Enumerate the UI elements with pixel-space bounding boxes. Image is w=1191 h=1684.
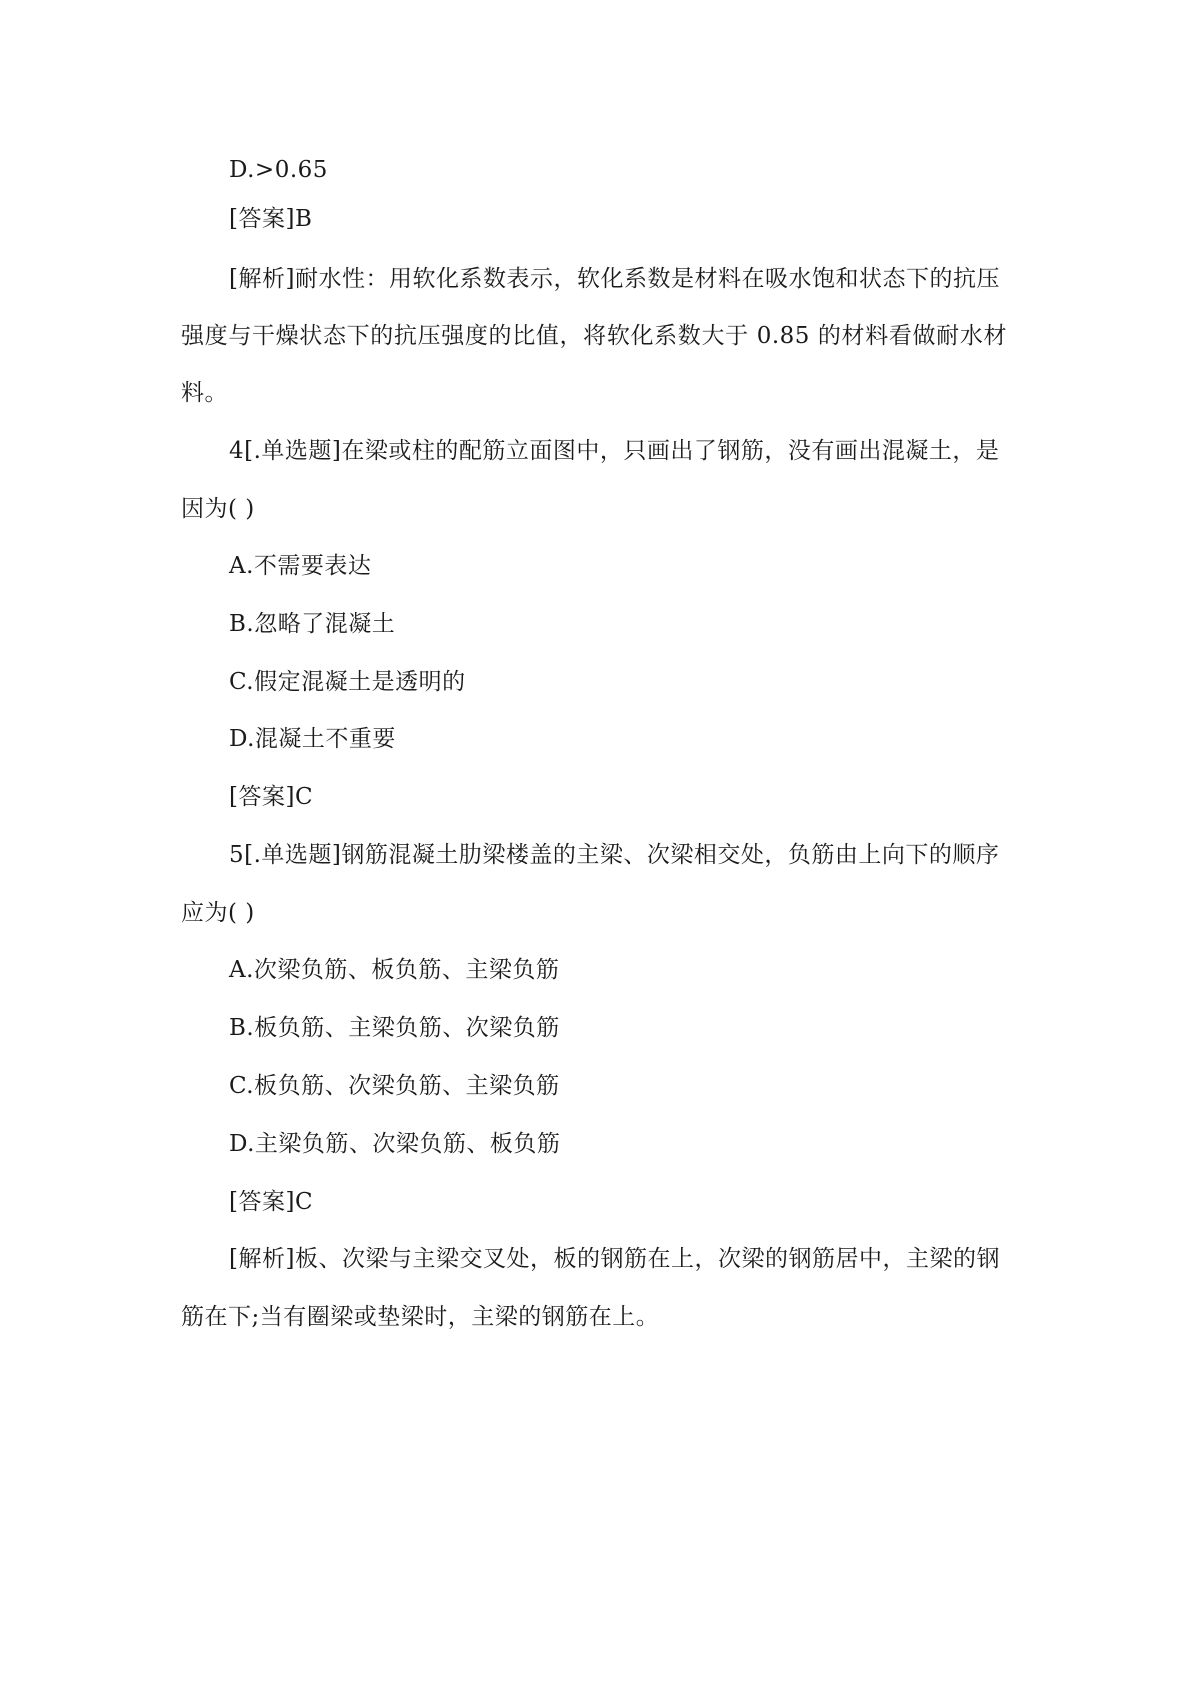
q5-answer: [答案]C (229, 1189, 314, 1215)
q3-option-d: D.>0.65 (229, 157, 328, 183)
q3-analysis-line1: [解析]耐水性：用软化系数表示，软化系数是材料在吸水饱和状态下的抗压 (229, 266, 1000, 292)
q4-option-d: D.混凝土不重要 (229, 726, 396, 752)
q4-stem-line2: 因为( ) (181, 496, 255, 522)
q4-option-c: C.假定混凝土是透明的 (229, 669, 466, 695)
q5-analysis-line1: [解析]板、次梁与主梁交叉处，板的钢筋在上，次梁的钢筋居中，主梁的钢 (229, 1246, 1000, 1272)
q3-analysis-line2: 强度与干燥状态下的抗压强度的比值，将软化系数大于 0.85 的材料看做耐水材 (181, 323, 1007, 349)
q5-stem-line1: 5[.单选题]钢筋混凝土肋梁楼盖的主梁、次梁相交处，负筋由上向下的顺序 (229, 842, 1000, 868)
q3-analysis-line3: 料。 (181, 380, 228, 406)
q5-option-d: D.主梁负筋、次梁负筋、板负筋 (229, 1131, 561, 1157)
q4-answer: [答案]C (229, 784, 314, 810)
q5-analysis-line2: 筋在下;当有圈梁或垫梁时，主梁的钢筋在上。 (181, 1304, 660, 1330)
q3-answer: [答案]B (229, 206, 313, 232)
q5-option-a: A.次梁负筋、板负筋、主梁负筋 (229, 957, 560, 983)
q4-option-a: A.不需要表达 (229, 553, 372, 579)
q5-stem-line2: 应为( ) (181, 900, 255, 926)
q4-option-b: B.忽略了混凝土 (229, 611, 396, 637)
q5-option-c: C.板负筋、次梁负筋、主梁负筋 (229, 1073, 560, 1099)
q4-stem-line1: 4[.单选题]在梁或柱的配筋立面图中，只画出了钢筋，没有画出混凝土，是 (229, 438, 1000, 464)
q5-option-b: B.板负筋、主梁负筋、次梁负筋 (229, 1015, 560, 1041)
